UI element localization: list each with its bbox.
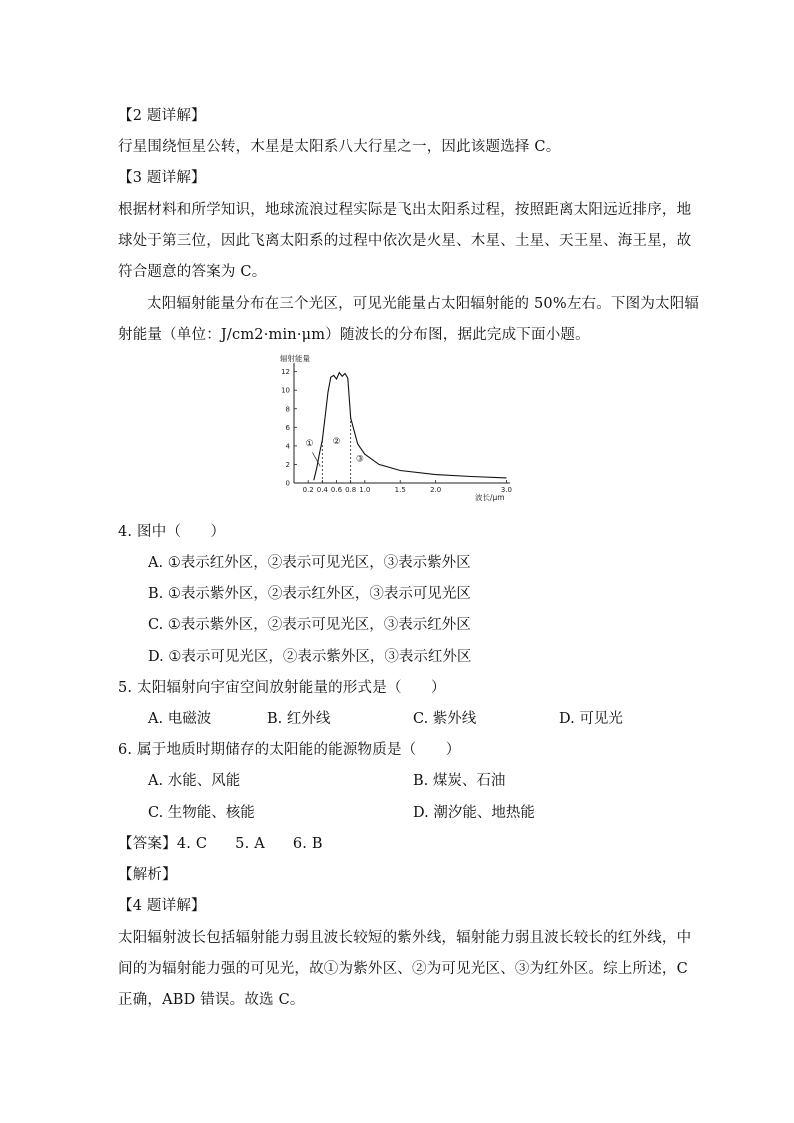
answer-row — [118, 832, 323, 853]
q4-stem: 4. 图中（ ） — [118, 524, 226, 540]
y-tick-label: 10 — [281, 386, 290, 395]
region-label: ① — [305, 438, 314, 449]
q5-option-c[interactable]: C. 紫外线 — [413, 711, 477, 727]
answer-value: 4. C — [176, 836, 208, 852]
q4-option-b[interactable]: B. ①表示紫外区，②表示红外区，③表示可见光区 — [148, 586, 471, 602]
q3-line: 球处于第三位，因此飞离太阳系的过程中依次是火星、木星、土星、天王星、海王星，故 — [118, 233, 692, 249]
q5-option-d[interactable]: D. 可见光 — [559, 711, 623, 727]
q4-detail-line: 正确，ABD 错误。故选 C。 — [118, 992, 305, 1008]
x-axis-label: 波长/μm — [475, 493, 505, 502]
x-tick-label: 0.6 — [330, 486, 343, 494]
q6-option-a[interactable]: A. 水能、风能 — [148, 773, 241, 789]
x-tick-label: 1.0 — [359, 486, 371, 494]
x-tick-label: 2.0 — [430, 486, 442, 494]
answer-value: 6. B — [292, 836, 323, 852]
answer-label: 【答案】 — [118, 836, 177, 852]
q4-detail-line: 间的为辐射能力强的可见光，故①为紫外区、②为可见光区、③为红外区。综上所述，C — [118, 961, 688, 977]
y-tick-label: 6 — [285, 423, 290, 432]
x-tick-label: 1.5 — [394, 486, 406, 494]
q3-line: 根据材料和所学知识，地球流浪过程实际是飞出太阳系过程，按照距离太阳远近排序，地 — [118, 202, 692, 218]
answer-value: 5. A — [235, 836, 265, 852]
q5-option-a[interactable]: A. 电磁波 — [148, 711, 212, 727]
intro-line: 太阳辐射能量分布在三个光区，可见光能量占太阳辐射能的 50%左右。下图为太阳辐 — [147, 296, 700, 312]
y-axis-label: 辐射能量 — [280, 354, 310, 363]
x-tick-label: 0.2 — [302, 486, 314, 494]
radiation-curve — [314, 373, 507, 481]
q4-option-d[interactable]: D. ①表示可见光区，②表示紫外区，③表示红外区 — [148, 649, 472, 665]
q6-option-b[interactable]: B. 煤炭、石油 — [413, 773, 506, 789]
analysis-title: 【解析】 — [118, 867, 177, 883]
region-label: ② — [332, 437, 341, 448]
y-tick-label: 0 — [285, 479, 290, 488]
q6-option-d[interactable]: D. 潮汐能、地热能 — [413, 805, 535, 821]
y-tick-label: 12 — [281, 368, 290, 377]
q4-option-c[interactable]: C. ①表示紫外区，②表示可见光区，③表示红外区 — [148, 617, 471, 633]
y-tick-label: 2 — [285, 460, 290, 469]
intro-line: 射能量（单位：J/cm2·min·μm）随波长的分布图，据此完成下面小题。 — [118, 327, 590, 343]
x-tick-label: 3.0 — [500, 486, 513, 494]
x-tick-label: 0.4 — [316, 486, 328, 494]
q4-detail-line: 太阳辐射波长包括辐射能力弱且波长较短的紫外线，辐射能力弱且波长较长的红外线，中 — [118, 930, 692, 946]
q5-stem: 5. 太阳辐射向宇宙空间放射能量的形式是（ ） — [118, 680, 446, 696]
region-label: ③ — [355, 454, 364, 465]
y-tick-label: 8 — [285, 405, 290, 414]
q4-option-a[interactable]: A. ①表示红外区，②表示可见光区，③表示紫外区 — [148, 555, 471, 571]
q6-stem: 6. 属于地质时期储存的太阳能的能源物质是（ ） — [118, 742, 461, 758]
y-tick-label: 4 — [285, 442, 290, 451]
q4-detail-title: 【4 题详解】 — [118, 898, 206, 914]
q2-text: 行星围绕恒星公转，木星是太阳系八大行星之一，因此该题选择 C。 — [118, 139, 561, 155]
q3-line: 符合题意的答案为 C。 — [118, 264, 267, 280]
q2-title: 【2 题详解】 — [118, 108, 206, 124]
q5-option-b[interactable]: B. 红外线 — [267, 711, 331, 727]
solar-radiation-chart — [270, 350, 520, 505]
x-tick-label: 0.8 — [345, 486, 357, 494]
q3-title: 【3 题详解】 — [118, 170, 206, 186]
q6-option-c[interactable]: C. 生物能、核能 — [148, 805, 255, 821]
